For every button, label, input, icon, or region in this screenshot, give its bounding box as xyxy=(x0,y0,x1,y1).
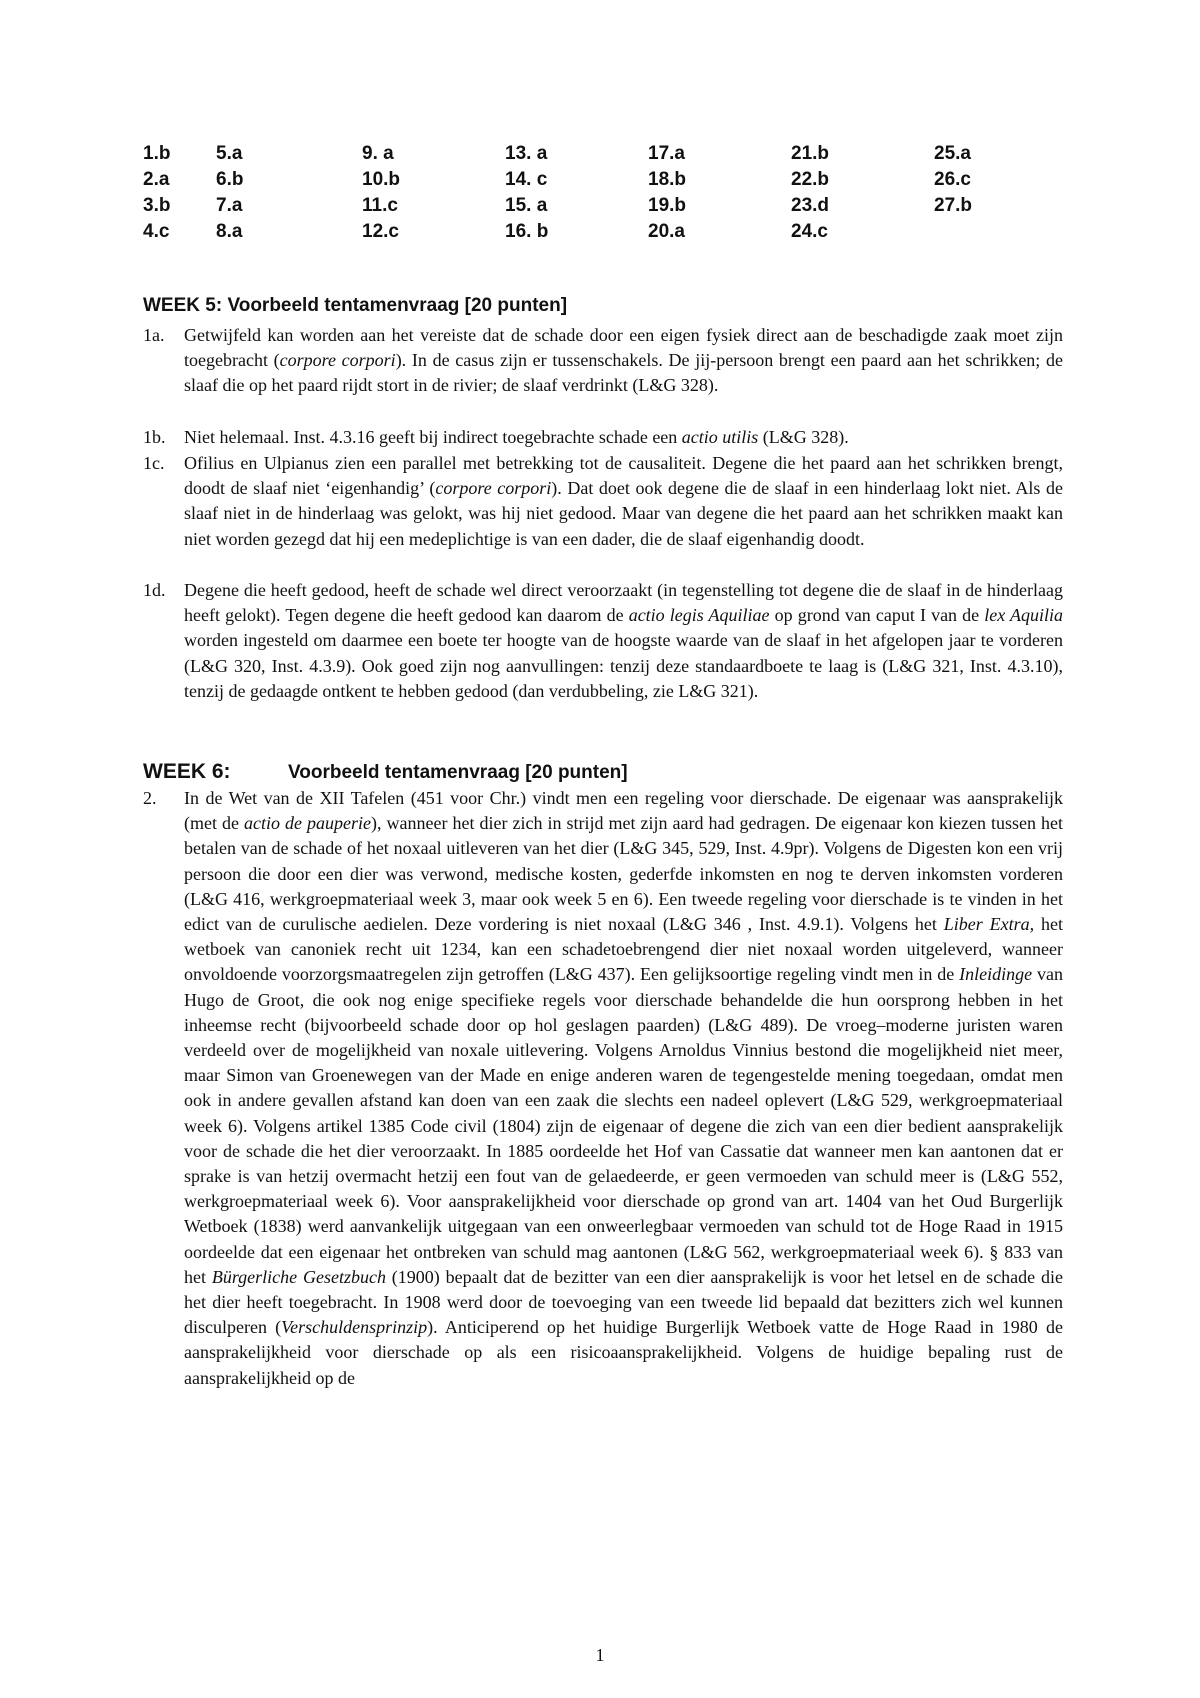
answer-cell: 1.b xyxy=(143,143,171,164)
answer-item-1a xyxy=(143,323,1063,399)
answer-cell: 13. a xyxy=(505,143,548,164)
answer-cell: 15. a xyxy=(505,195,548,216)
answer-cell: 4.c xyxy=(143,221,170,242)
answer-cell: 17.a xyxy=(648,143,685,164)
answer-cell: 14. c xyxy=(505,169,548,190)
item-number: 2. xyxy=(143,788,157,808)
week6-title: Voorbeeld tentamenvraag [20 punten] xyxy=(288,762,628,783)
answer-cell: 16. b xyxy=(505,221,549,242)
answer-item-1b xyxy=(143,425,1063,450)
item-text: Niet helemaal. Inst. 4.3.16 geeft bij indirect toegebrachte schade een actio utilis (L&G 328). xyxy=(184,427,849,447)
answer-cell: 19.b xyxy=(648,195,687,216)
item-text: In de Wet van de XII Tafelen (451 voor Chr.) vindt men een regeling voor dierschade. De eigenaar was aansprakelijk (met de actio de pauperie), wanneer het dier zich in strijd met zijn aard had gedragen. De eigenaar kon kiezen tussen het betalen van de schade of het noxaal uitleveren van het dier (L&G 345, 529, Inst. 4.9pr). Volgens de Digesten kon een vrij persoon die door een dier was verwond, medische kosten, gederfde inkomsten en nog te derven inkomsten vorderen (L&G 416, werkgroepmateriaal week 3, maar ook week 5 en 6). Een tweede regeling voor dierschade is te vinden in het edict van de curulische aedielen. Deze vordering is niet noxaal (L&G 346 , Inst. 4.9.1). Volgens het Liber Extra, het wetboek van canoniek recht uit 1234, kan een schadetoebrengend dier niet noxaal worden uitgeleverd, wanneer onvoldoende voorzorgsmaatregelen zijn getroffen (L&G 437). Een gelijksoortige regeling vindt men in de Inleidinge van Hugo de Groot, die ook nog enige specifieke regels voor dierschade behandelde die hun oorsprong hebben in het inheemse recht (bijvoorbeeld schade door op hol geslagen paarden) (L&G 489). De vroeg–moderne juristen waren verdeeld over de mogelijkheid van noxale uitlevering. Volgens Arnoldus Vinnius bestond die mogelijkheid niet meer, maar Simon van Groenewegen van der Made en enige anderen waren de tegengestelde mening toegedaan, omdat men ook in andere gevallen afstand kan doen van een zaak die slechts een nadeel oplevert (L&G 529, werkgroepmateriaal week 6). Volgens artikel 1385 Code civil (1804) zijn de eigenaar of degene die zich van een dier bedient aansprakelijk voor de schade die het dier veroorzaakt. In 1885 oordeelde het Hof van Cassatie dat wanneer men kan aantonen dat er sprake is van hetzij overmacht hetzij een fout van de gelaedeerde, er geen vermoeden van schuld meer is (L&G 552, werkgroepmateriaal week 6). Voor aansprakelijkheid voor dierschade op grond van art. 1404 van het Oud Burgerlijk Wetboek (1838) werd aanvankelijk uitgegaan van een onweerlegbaar vermoeden van schuld tot de Hoge Raad in 1915 oordeelde dat een eigenaar het ontbreken van schuld mag aantonen (L&G 562, werkgroepmateriaal week 6). § 833 van het Bürgerliche Gesetzbuch (1900) bepaalt dat de bezitter van een dier aansprakelijk is voor het letsel en de schade die het dier heeft toegebracht. In 1908 werd door de toevoeging van een tweede lid bepaald dat bezitters zich wel kunnen disculperen (Verschuldensprinzip). Anticiperend op het huidige Burgerlijk Wetboek vatte de Hoge Raad in 1980 de aansprakelijkheid voor dierschade op als een risicoaansprakelijkheid. Volgens de huidige bepaling rust de aansprakelijkheid op de xyxy=(184,788,1063,1388)
answer-cell: 27.b xyxy=(934,195,973,216)
week6-label: WEEK 6: xyxy=(143,760,231,783)
answer-cell: 8.a xyxy=(216,221,243,242)
answer-cell: 11.c xyxy=(362,195,398,216)
answer-cell: 10.b xyxy=(362,169,401,190)
answer-cell: 9. a xyxy=(362,143,394,164)
item-text: Getwijfeld kan worden aan het vereiste dat de schade door een eigen fysiek direct aan de beschadigde zaak moet zijn toegebracht (corpore corpori). In de casus zijn er tussenschakels. De jij-persoon brengt een paard aan het schrikken; de slaaf die op het paard rijdt stort in de rivier; de slaaf verdrinkt (L&G 328). xyxy=(184,325,1063,396)
item-number: 1c. xyxy=(143,453,165,473)
answer-cell: 23.d xyxy=(791,195,830,216)
item-text: Degene die heeft gedood, heeft de schade wel direct veroorzaakt (in tegenstelling tot degene die de slaaf in de hinderlaag heeft gelokt). Tegen degene die heeft gedood kan daarom de actio legis Aquiliae op grond van caput I van de lex Aquilia worden ingesteld om daarmee een boete ter hoogte van de hoogste waarde van de slaaf in het afgelopen jaar te vorderen (L&G 320, Inst. 4.3.9). Ook goed zijn nog aanvullingen: tenzij deze standaardboete te laag is (L&G 321, Inst. 4.3.10), tenzij de gedaagde ontkent te hebben gedood (dan verdubbeling, zie L&G 321). xyxy=(184,580,1063,701)
answer-cell: 7.a xyxy=(216,195,243,216)
page-number: 1 xyxy=(595,1645,605,1665)
answer-cell: 5.a xyxy=(216,143,243,164)
answer-cell: 6.b xyxy=(216,169,244,190)
answer-cell: 20.a xyxy=(648,221,685,242)
answer-cell: 12.c xyxy=(362,221,399,242)
answer-item-1d xyxy=(143,578,1063,704)
answer-cell: 24.c xyxy=(791,221,828,242)
answer-cell: 18.b xyxy=(648,169,687,190)
answer-item-1c xyxy=(143,451,1063,552)
answer-cell: 3.b xyxy=(143,195,171,216)
answer-cell: 2.a xyxy=(143,169,170,190)
answer-cell: 25.a xyxy=(934,143,971,164)
answer-cell: 26.c xyxy=(934,169,971,190)
item-number: 1b. xyxy=(143,427,166,447)
week6-heading xyxy=(143,760,628,784)
item-number: 1a. xyxy=(143,325,165,345)
answer-cell: 22.b xyxy=(791,169,830,190)
answer-item-2 xyxy=(143,786,1063,1391)
item-number: 1d. xyxy=(143,580,166,600)
item-text: Ofilius en Ulpianus zien een parallel met betrekking tot de causaliteit. Degene die het paard aan het schrikken brengt, doodt de slaaf niet ‘eigenhandig’ (corpore corpori). Dat doet ook degene die de slaaf in een hinderlaag lokt niet. Als de slaaf niet in de hinderlaag was gelokt, was hij niet gedood. Maar van degene die het paard aan het schrikken maakt kan niet worden gezegd dat hij een medeplichtige is van een dader, die de slaaf eigenhandig doodt. xyxy=(184,453,1063,549)
answer-cell: 21.b xyxy=(791,143,830,164)
week5-heading: WEEK 5: Voorbeeld tentamenvraag [20 punten] xyxy=(143,295,568,316)
